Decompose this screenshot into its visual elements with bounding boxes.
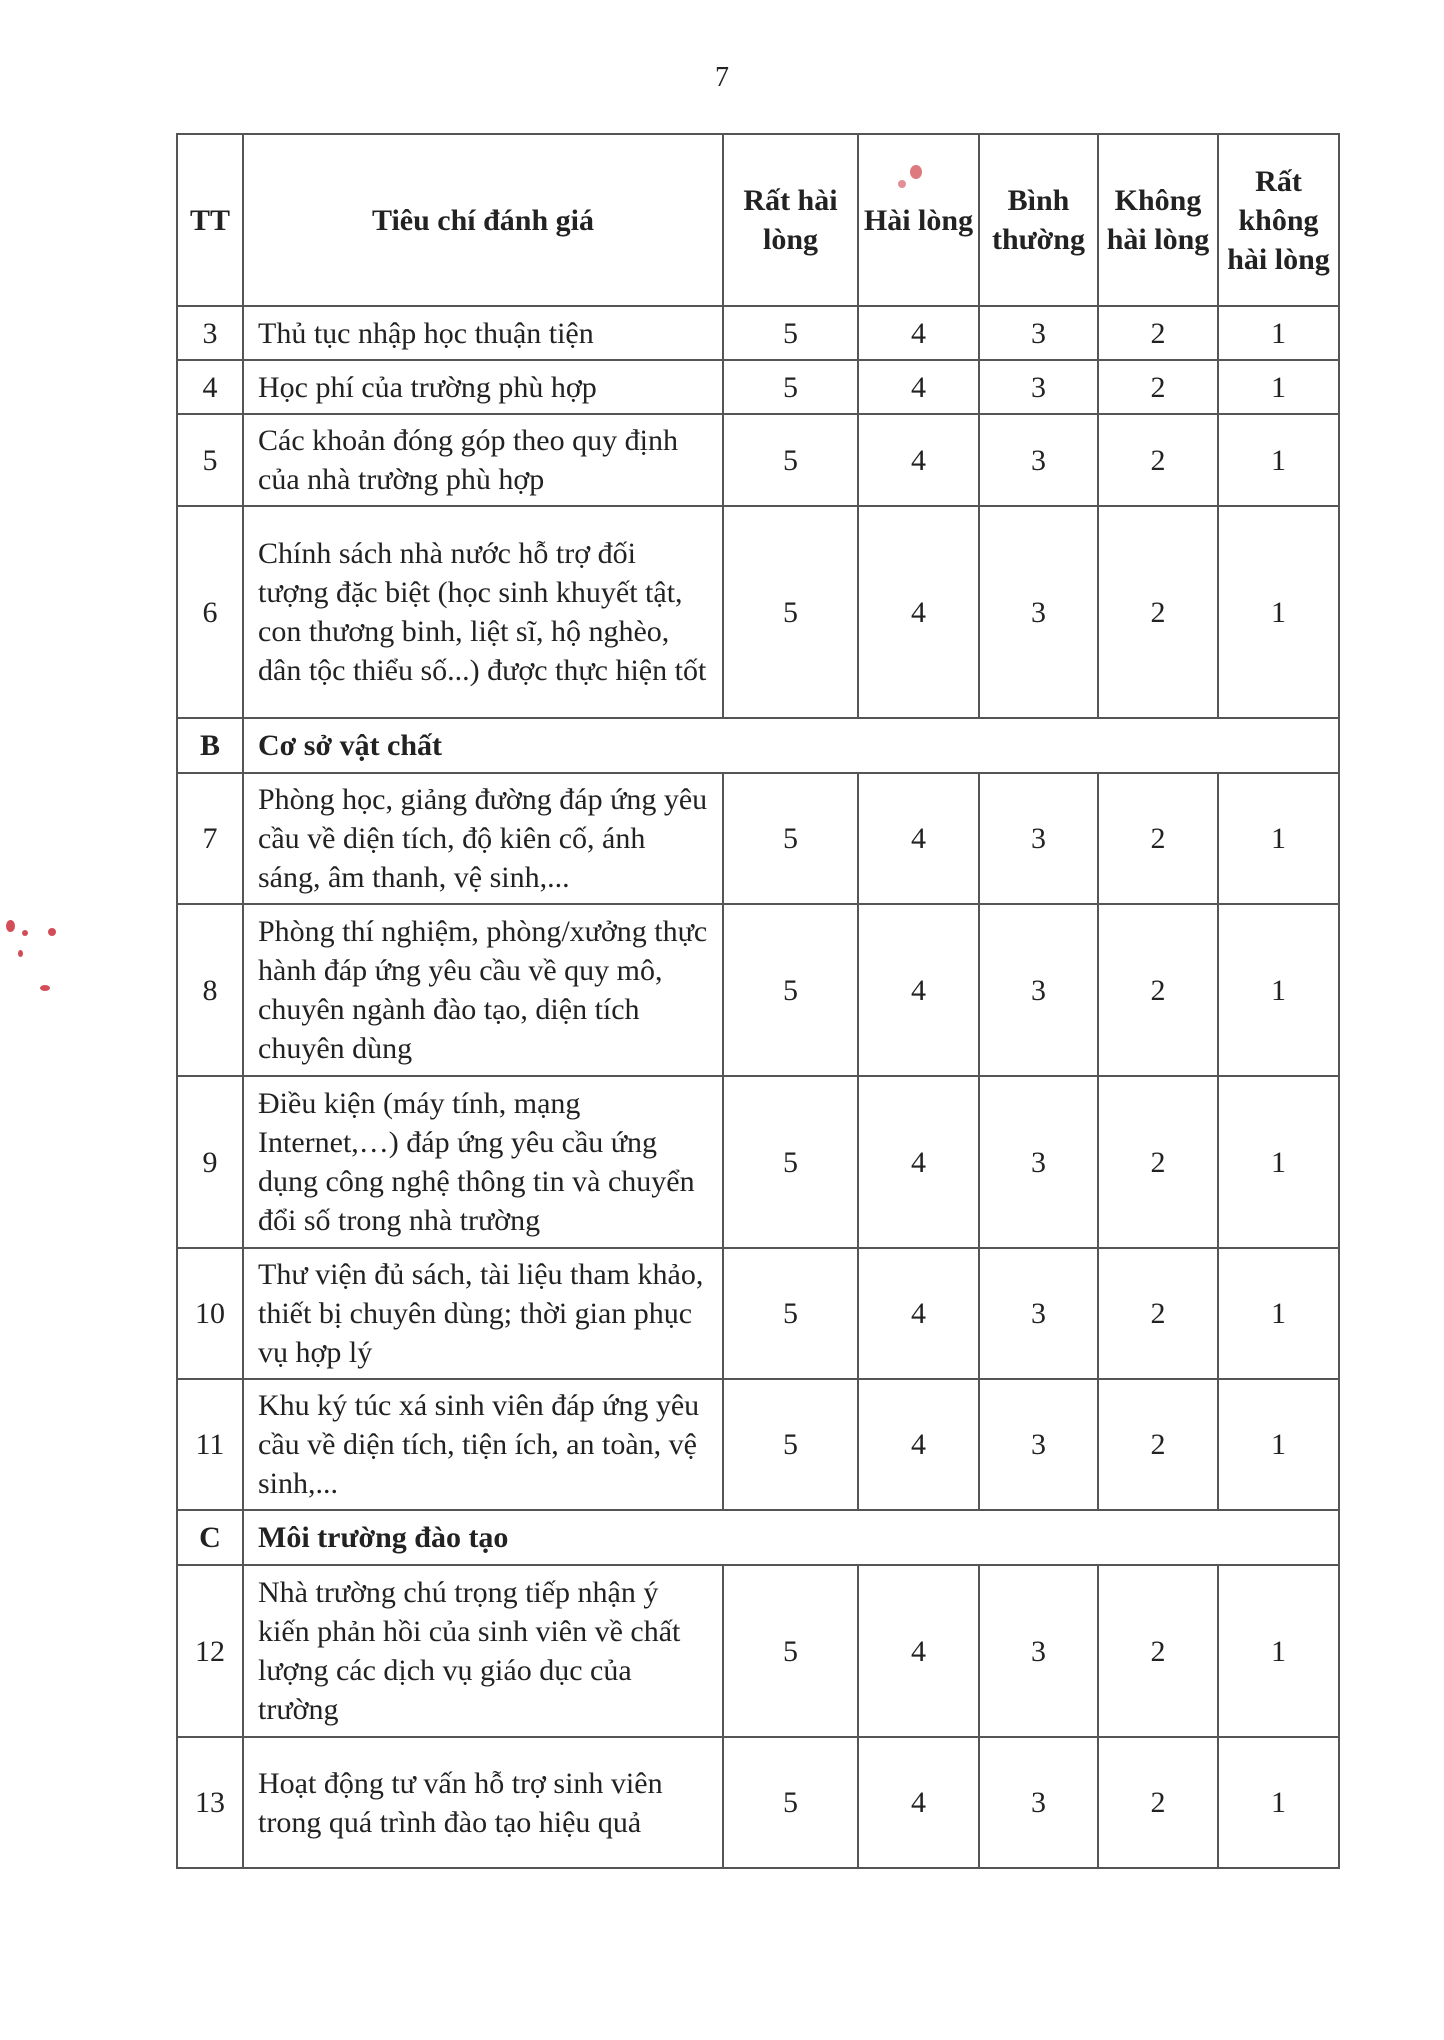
header-level-3: Bình thường [979,134,1098,306]
table-row [177,1565,1339,1737]
score-cell: 3 [979,773,1098,904]
score-cell: 5 [723,1565,858,1737]
score-cell: 4 [858,1565,979,1737]
table-row [177,904,1339,1076]
table-row [177,1737,1339,1868]
table-row [177,773,1339,904]
score-cell: 4 [858,414,979,506]
score-cell: 3 [979,904,1098,1076]
criteria-text: Phòng thí nghiệm, phòng/xưởng thực hành đáp ứng yêu cầu về quy mô, chuyên ngành đào tạo, diện tích chuyên dùng [243,904,723,1076]
score-cell: 5 [723,360,858,414]
table-body [177,306,1339,1868]
row-number: 13 [177,1737,243,1868]
score-cell: 5 [723,904,858,1076]
score-cell: 1 [1218,904,1339,1076]
criteria-text: Khu ký túc xá sinh viên đáp ứng yêu cầu về diện tích, tiện ích, an toàn, vệ sinh,... [243,1379,723,1510]
section-title: Môi trường đào tạo [243,1510,1339,1565]
criteria-text: Hoạt động tư vấn hỗ trợ sinh viên trong quá trình đào tạo hiệu quả [243,1737,723,1868]
score-cell: 2 [1098,1076,1218,1248]
row-number: 8 [177,904,243,1076]
score-cell: 1 [1218,506,1339,718]
score-cell: 2 [1098,414,1218,506]
score-cell: 3 [979,306,1098,360]
header-tt: TT [177,134,243,306]
score-cell: 4 [858,360,979,414]
row-number: 9 [177,1076,243,1248]
criteria-text: Điều kiện (máy tính, mạng Internet,…) đáp ứng yêu cầu ứng dụng công nghệ thông tin và chuyển đổi số trong nhà trường [243,1076,723,1248]
score-cell: 4 [858,904,979,1076]
table-row [177,360,1339,414]
score-cell: 3 [979,1737,1098,1868]
score-cell: 5 [723,414,858,506]
score-cell: 2 [1098,1737,1218,1868]
score-cell: 1 [1218,1076,1339,1248]
table-row [177,506,1339,718]
score-cell: 1 [1218,1248,1339,1379]
page-number: 7 [715,62,729,93]
header-criteria: Tiêu chí đánh giá [243,134,723,306]
score-cell: 2 [1098,306,1218,360]
header-level-5: Rất không hài lòng [1218,134,1339,306]
score-cell: 5 [723,306,858,360]
section-row [177,1510,1339,1565]
score-cell: 4 [858,1248,979,1379]
score-cell: 2 [1098,1565,1218,1737]
criteria-text: Phòng học, giảng đường đáp ứng yêu cầu về diện tích, độ kiên cố, ánh sáng, âm thanh, vệ sinh,... [243,773,723,904]
score-cell: 2 [1098,904,1218,1076]
score-cell: 1 [1218,773,1339,904]
score-cell: 1 [1218,414,1339,506]
row-number: 3 [177,306,243,360]
score-cell: 5 [723,773,858,904]
score-cell: 1 [1218,1737,1339,1868]
table-row [177,414,1339,506]
header-level-2: Hài lòng [858,134,979,306]
row-number: 6 [177,506,243,718]
score-cell: 5 [723,1076,858,1248]
criteria-text: Học phí của trường phù hợp [243,360,723,414]
score-cell: 5 [723,1737,858,1868]
score-cell: 4 [858,306,979,360]
score-cell: 4 [858,1737,979,1868]
section-title: Cơ sở vật chất [243,718,1339,773]
section-row [177,718,1339,773]
row-number: 10 [177,1248,243,1379]
score-cell: 4 [858,773,979,904]
score-cell: 4 [858,506,979,718]
score-cell: 3 [979,1248,1098,1379]
score-cell: 3 [979,1379,1098,1510]
score-cell: 3 [979,360,1098,414]
criteria-text: Các khoản đóng góp theo quy định của nhà trường phù hợp [243,414,723,506]
table-row [177,1076,1339,1248]
section-code: B [177,718,243,773]
row-number: 12 [177,1565,243,1737]
table-row [177,1379,1339,1510]
score-cell: 1 [1218,1379,1339,1510]
score-cell: 2 [1098,360,1218,414]
score-cell: 2 [1098,773,1218,904]
header-level-1: Rất hài lòng [723,134,858,306]
score-cell: 1 [1218,306,1339,360]
row-number: 7 [177,773,243,904]
header-level-4: Không hài lòng [1098,134,1218,306]
table-row [177,1248,1339,1379]
score-cell: 5 [723,1379,858,1510]
score-cell: 3 [979,1565,1098,1737]
table-row [177,306,1339,360]
criteria-text: Nhà trường chú trọng tiếp nhận ý kiến phản hồi của sinh viên về chất lượng các dịch vụ giáo dục của trường [243,1565,723,1737]
score-cell: 2 [1098,1248,1218,1379]
criteria-text: Chính sách nhà nước hỗ trợ đối tượng đặc biệt (học sinh khuyết tật, con thương binh, liệt sĩ, hộ nghèo, dân tộc thiểu số...) được thực hiện tốt [243,506,723,718]
score-cell: 5 [723,1248,858,1379]
header-row [177,134,1339,306]
score-cell: 2 [1098,506,1218,718]
score-cell: 1 [1218,360,1339,414]
score-cell: 1 [1218,1565,1339,1737]
row-number: 11 [177,1379,243,1510]
score-cell: 3 [979,414,1098,506]
score-cell: 3 [979,1076,1098,1248]
section-code: C [177,1510,243,1565]
row-number: 4 [177,360,243,414]
row-number: 5 [177,414,243,506]
score-cell: 2 [1098,1379,1218,1510]
score-cell: 3 [979,506,1098,718]
score-cell: 5 [723,506,858,718]
score-cell: 4 [858,1076,979,1248]
score-cell: 4 [858,1379,979,1510]
criteria-text: Thư viện đủ sách, tài liệu tham khảo, thiết bị chuyên dùng; thời gian phục vụ hợp lý [243,1248,723,1379]
criteria-text: Thủ tục nhập học thuận tiện [243,306,723,360]
evaluation-table [176,133,1340,1869]
